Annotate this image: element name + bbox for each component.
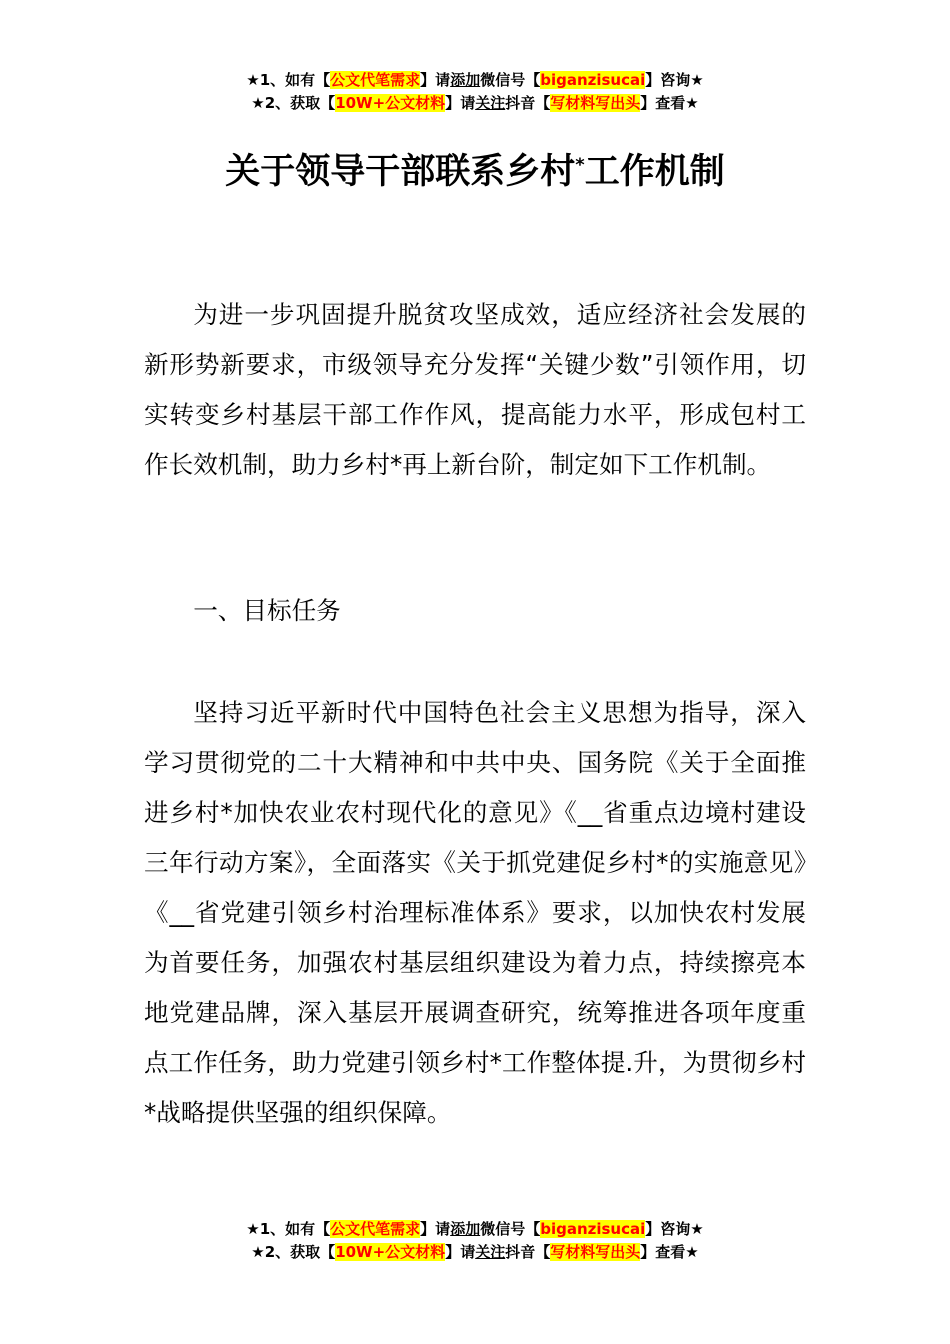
paragraph-targets: 坚持习近平新时代中国特色社会主义思想为指导，深入学习贯彻党的二十大精神和中共中央、国务院《关于全面推进乡村*加快农业农村现代化的意见》《__省重点边境村建设三年行动方案》，全面落实《关于抓党建促乡村*的实施意见》《__省党建引领乡村治理标准体系》要求，以加快农村发展为首要任务，加强农村基层组织建设为着力点，持续擦亮本地党建品牌，深入基层开展调查研究，统筹推进各项年度重点工作任务，助力党建引领乡村*工作整体提.升，为贯彻乡村*战略提供坚强的组织保障。 [144, 698, 806, 1127]
promo-underline: 添加 [450, 71, 481, 89]
paragraph-intro: 为进一步巩固提升脱贫攻坚成效，适应经济社会发展的新形势新要求，市级领导充分发挥“关键少数”引领作用，切实转变乡村基层干部工作作风，提高能力水平，形成包村工作长效机制，助力乡村*再上新台阶，制定如下工作机制。 [144, 300, 806, 479]
promo-line-2 [0, 1241, 950, 1264]
promo-text: ★1、如有【 [246, 71, 331, 89]
promo-text: 】查看★ [640, 94, 699, 112]
promo-highlight: biganzisucai [540, 1220, 646, 1238]
title-mark: * [575, 154, 585, 176]
promo-banner-bottom [0, 1218, 950, 1264]
promo-highlight: 10W+公文材料 [335, 94, 446, 112]
promo-text: 】请 [445, 94, 476, 112]
promo-text: ★1、如有【 [246, 1220, 331, 1238]
promo-highlight: biganzisucai [540, 71, 646, 89]
promo-text: ★2、获取【 [251, 94, 336, 112]
document-title [0, 146, 950, 198]
promo-line-2 [0, 92, 950, 115]
promo-text: 】请 [445, 1243, 476, 1261]
promo-text: 】咨询★ [645, 1220, 704, 1238]
promo-line-1 [0, 69, 950, 92]
promo-banner-top [0, 69, 950, 115]
promo-highlight: 10W+公文材料 [335, 1243, 446, 1261]
promo-text: 抖音【 [505, 94, 551, 112]
section-heading-targets: 一、目标任务 [193, 596, 341, 625]
promo-highlight: 写材料写出头 [550, 1243, 641, 1261]
promo-text: 】请 [420, 1220, 451, 1238]
promo-highlight: 公文代笔需求 [330, 71, 421, 89]
promo-text: 微信号【 [480, 71, 541, 89]
promo-underline: 关注 [475, 1243, 506, 1261]
promo-text: 】请 [420, 71, 451, 89]
title-text: 工作机制 [584, 152, 725, 192]
promo-text: ★2、获取【 [251, 1243, 336, 1261]
promo-text: 微信号【 [480, 1220, 541, 1238]
title-text: 关于领导干部联系乡村 [225, 152, 576, 192]
promo-line-1 [0, 1218, 950, 1241]
promo-highlight: 公文代笔需求 [330, 1220, 421, 1238]
promo-underline: 添加 [450, 1220, 481, 1238]
promo-text: 抖音【 [505, 1243, 551, 1261]
promo-underline: 关注 [475, 94, 506, 112]
promo-text: 】查看★ [640, 1243, 699, 1261]
promo-text: 】咨询★ [645, 71, 704, 89]
promo-highlight: 写材料写出头 [550, 94, 641, 112]
